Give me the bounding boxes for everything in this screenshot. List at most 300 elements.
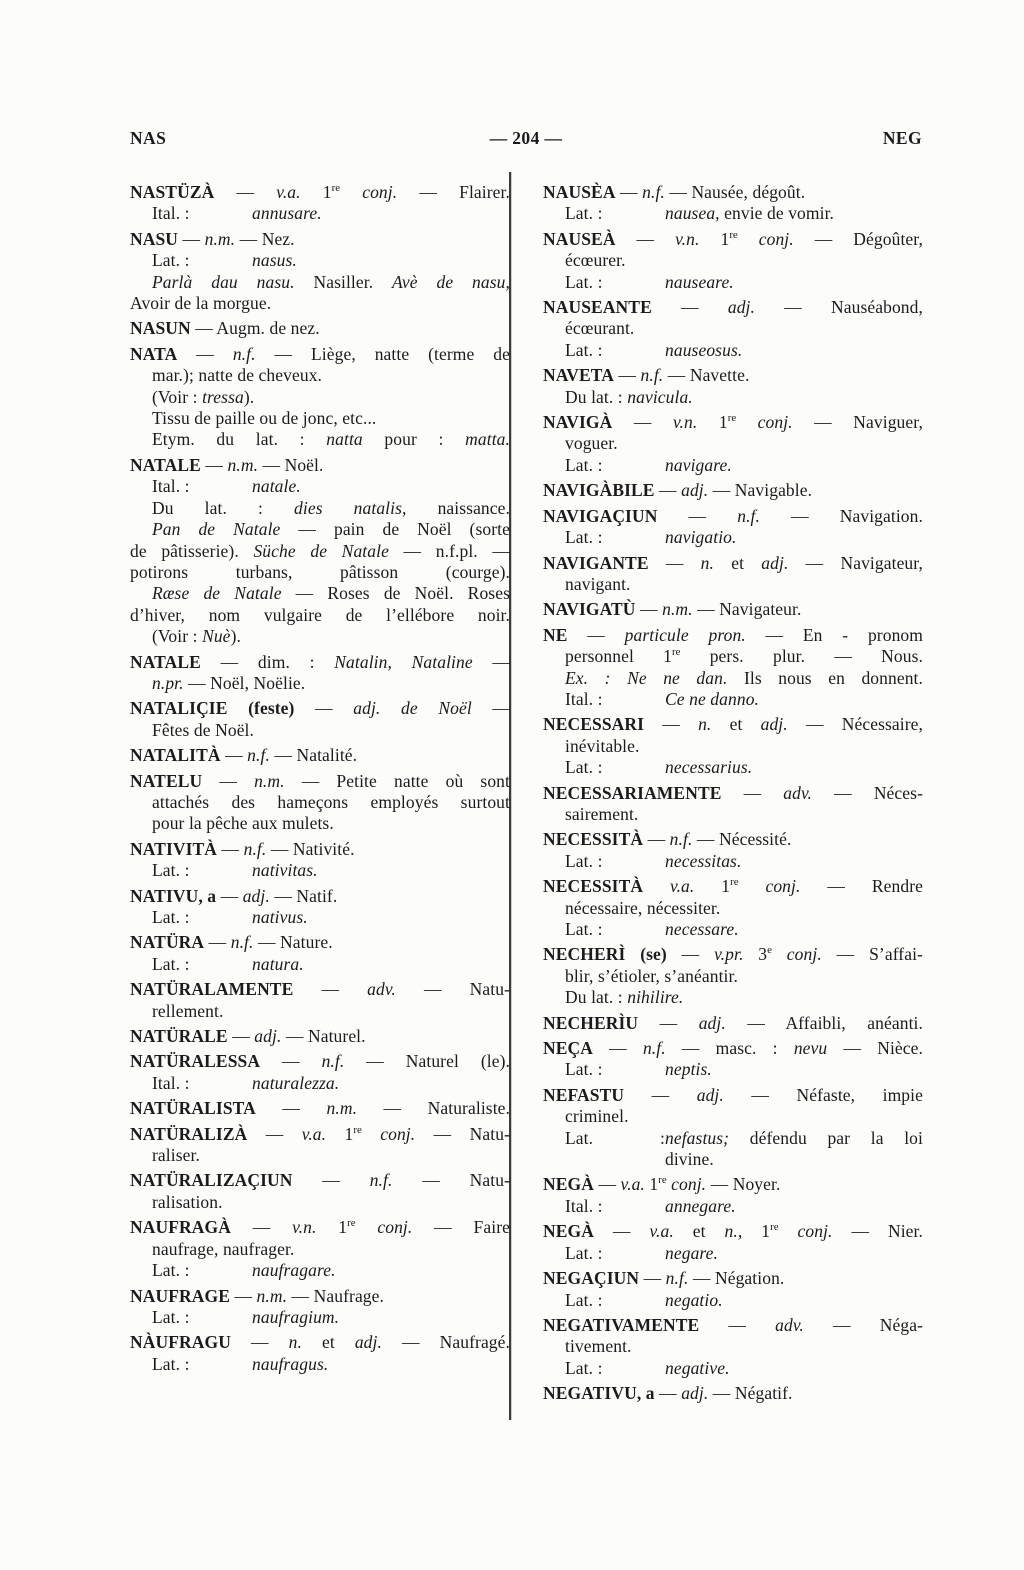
- text-run: — Noël, Noëlie.: [183, 672, 306, 693]
- language-label: Ital. :: [565, 1195, 603, 1216]
- text-run: —: [615, 182, 643, 202]
- text-run: divine.: [665, 1149, 714, 1170]
- text-run: —: [220, 745, 248, 766]
- text-run: — Nature.: [253, 932, 333, 953]
- text-run: 1: [742, 1221, 771, 1242]
- language-label: Lat. :: [152, 250, 190, 271]
- text-run: nativitas.: [252, 860, 318, 881]
- text-run: — Nier.: [832, 1221, 923, 1242]
- text-run: nativus.: [252, 907, 308, 927]
- text-run: Pan de Natale: [152, 519, 281, 540]
- headword: NATALITÀ: [130, 745, 221, 766]
- text-line: [130, 813, 510, 834]
- language-label: Lat. :: [152, 1306, 190, 1327]
- language-label: Ital. :: [152, 476, 190, 497]
- text-line: [130, 1145, 510, 1166]
- text-run: v.a.: [670, 876, 695, 897]
- text-run: —: [615, 228, 676, 249]
- entry-line: [543, 553, 923, 574]
- headword: NAUFRAGÀ: [130, 1217, 231, 1238]
- headword: NE: [543, 624, 568, 645]
- headword: NECESSARIAMENTE: [543, 782, 722, 803]
- text-run: Tissu de paille ou de jonc, etc...: [152, 408, 377, 429]
- text-run: raliser.: [152, 1145, 200, 1166]
- text-run: [779, 1221, 798, 1241]
- entry-line: [543, 1383, 923, 1404]
- text-run: adj.: [242, 885, 270, 906]
- text-run: [772, 944, 787, 964]
- text-run: conj.: [671, 1174, 707, 1195]
- text-line: [130, 519, 510, 540]
- text-run: navigare.: [665, 454, 732, 475]
- text-run: navigatio.: [665, 527, 737, 548]
- text-run: conj.: [786, 944, 822, 965]
- text-run: — Petite natte où sont: [284, 770, 510, 791]
- text-line: [130, 541, 510, 562]
- text-line: [130, 720, 510, 741]
- headword: NAUSEANTE: [543, 297, 652, 318]
- text-run: — Noyer.: [706, 1174, 781, 1195]
- text-run: Du lat. :: [565, 386, 628, 407]
- text-run: —: [247, 1123, 302, 1144]
- text-run: n.,: [724, 1221, 743, 1242]
- headword: NECESSITÀ: [543, 829, 644, 850]
- text-run: — Natu-: [395, 979, 510, 1000]
- text-run: tivement.: [565, 1336, 632, 1357]
- text-run: adj.: [681, 480, 709, 501]
- text-run: naturalezza.: [252, 1072, 340, 1093]
- entry-line: [130, 182, 510, 203]
- headword: NATÜRALISTA: [130, 1098, 256, 1119]
- text-run: Ils nous en donnent.: [727, 667, 923, 688]
- text-run: neptis.: [665, 1059, 712, 1080]
- text-run: Du lat. :: [152, 497, 295, 518]
- text-run: n.m.: [254, 770, 285, 791]
- entry-line: [130, 1026, 510, 1047]
- text-run: re: [331, 182, 341, 195]
- text-run: necessare.: [665, 919, 739, 939]
- headword: NEGAÇIUN: [543, 1268, 640, 1289]
- text-run: v.a.: [276, 182, 301, 202]
- text-line: [130, 792, 510, 813]
- text-run: —: [227, 1026, 255, 1047]
- headword: NEGATIVU, a: [543, 1383, 655, 1404]
- text-run: — n.f.pl. —: [388, 540, 510, 561]
- text-run: — Natu-: [415, 1123, 510, 1144]
- text-run: 3: [743, 944, 768, 965]
- text-line: [543, 455, 923, 476]
- entry-line: [130, 771, 510, 792]
- headword: NATELU: [130, 770, 203, 791]
- entry-line: [543, 506, 923, 527]
- text-run: — Naturel (le).: [344, 1051, 510, 1072]
- text-run: —: [651, 297, 728, 318]
- text-run: —: [639, 1268, 666, 1289]
- text-run: — Néga-: [803, 1314, 923, 1335]
- text-run: natta: [326, 429, 363, 450]
- text-run: [738, 229, 759, 249]
- text-line: [543, 1149, 923, 1170]
- text-run: — Roses de Noël. Roses: [281, 583, 510, 604]
- text-run: —: [230, 1217, 293, 1238]
- text-run: conj.: [380, 1123, 416, 1144]
- text-run: Süche de Natale: [253, 540, 389, 561]
- text-line: [543, 203, 923, 224]
- text-run: v.a.: [620, 1174, 645, 1195]
- text-run: attachés des hameçons employés surtout: [152, 791, 510, 812]
- text-line: [543, 318, 923, 339]
- text-run: Fêtes de Noël.: [152, 719, 254, 740]
- text-run: écœurant.: [565, 318, 635, 339]
- text-run: —: [624, 1084, 697, 1105]
- text-run: n.: [698, 714, 712, 735]
- text-run: necessarius.: [665, 757, 753, 778]
- entry-line: [543, 1268, 923, 1289]
- text-run: tressa: [202, 386, 244, 407]
- text-run: navicula.: [627, 386, 693, 407]
- text-run: n.m.: [256, 1285, 288, 1306]
- text-run: —: [293, 979, 368, 1000]
- text-run: n.f.: [642, 1038, 666, 1059]
- headword: NATÜRALIZAÇIUN: [130, 1170, 293, 1191]
- text-line: [543, 1196, 923, 1217]
- entry-line: [543, 714, 923, 735]
- text-run: ralisation.: [152, 1191, 223, 1212]
- text-run: navigant.: [565, 573, 631, 594]
- text-run: conj.: [377, 1217, 413, 1238]
- text-run: n.f.: [642, 182, 665, 202]
- text-line: [130, 860, 510, 881]
- entry-line: [543, 1013, 923, 1034]
- language-label: Lat. :: [152, 907, 190, 927]
- text-run: — Flairer.: [397, 182, 510, 202]
- text-run: — Affaibli, anéanti.: [725, 1012, 923, 1033]
- text-line: [543, 387, 923, 408]
- text-line: [543, 898, 923, 919]
- text-line: [130, 429, 510, 450]
- entry-line: [543, 297, 923, 318]
- text-line: [543, 646, 923, 667]
- text-line: [130, 387, 510, 408]
- entry-line: [130, 698, 510, 719]
- text-run: — masc. :: [665, 1038, 794, 1059]
- headword: NAVIGAÇIUN: [543, 505, 658, 526]
- text-run: —: [214, 182, 277, 202]
- language-label: Lat. :: [565, 527, 603, 548]
- text-run: —: [635, 599, 663, 620]
- text-line: [130, 626, 510, 647]
- text-run: Ce ne danno.: [665, 688, 760, 709]
- text-run: naissance.: [406, 497, 510, 518]
- headword: NAUFRAGE: [130, 1285, 230, 1306]
- text-run: — Naufrage.: [287, 1285, 384, 1306]
- entry-line: [130, 1217, 510, 1238]
- text-run: — Natif.: [269, 885, 338, 906]
- text-run: 1: [316, 1217, 348, 1238]
- language-label: Lat. :: [565, 850, 603, 871]
- text-run: Ræse de Natale: [152, 583, 282, 604]
- text-run: re: [727, 412, 737, 425]
- text-run: — Navigateur,: [788, 552, 923, 573]
- text-run: —: [654, 1383, 682, 1404]
- text-run: et: [301, 1332, 355, 1353]
- text-line: [130, 954, 510, 975]
- entry-line: [130, 1124, 510, 1145]
- text-run: 1: [694, 876, 731, 897]
- text-run: —: [292, 1170, 370, 1191]
- text-run: re: [658, 1174, 667, 1187]
- headword: NATÜRALESSA: [130, 1051, 261, 1072]
- entry-line: [130, 1286, 510, 1307]
- text-line: [130, 293, 510, 314]
- entry-line: [543, 365, 923, 386]
- text-run: — Navigable.: [708, 480, 813, 501]
- headword: NAVIGÀBILE: [543, 480, 655, 501]
- text-line: [543, 987, 923, 1008]
- text-line: [130, 673, 510, 694]
- entry-line: [130, 652, 510, 673]
- text-run: v.n.: [672, 412, 698, 433]
- headword: NATALIÇIE (feste): [130, 698, 295, 719]
- text-run: n.f.: [232, 343, 256, 364]
- text-run: — Nauséabond,: [755, 297, 923, 318]
- headword: NASTÜZÀ: [130, 182, 215, 202]
- text-run: n.m.: [227, 454, 259, 475]
- text-run: adv.: [783, 782, 813, 803]
- text-line: [543, 1358, 923, 1379]
- text-run: de pâtisserie).: [130, 540, 254, 561]
- text-run: negare.: [665, 1242, 719, 1263]
- text-line: [130, 1239, 510, 1260]
- text-run: 1: [644, 1174, 659, 1195]
- text-run: —: [644, 714, 699, 735]
- text-run: — dim. :: [200, 651, 335, 672]
- text-run: natura.: [252, 953, 304, 974]
- language-label: Lat. :: [565, 454, 603, 475]
- text-run: Etym. du lat. :: [152, 429, 327, 450]
- text-run: v.pr.: [714, 944, 744, 965]
- text-run: — Natu-: [392, 1170, 510, 1191]
- text-run: — Noël.: [258, 454, 324, 475]
- text-line: [130, 583, 510, 604]
- text-run: 1: [699, 228, 730, 249]
- text-run: nevu: [793, 1038, 828, 1059]
- language-label: Lat. :: [565, 1289, 603, 1310]
- text-run: (Voir :: [152, 626, 203, 647]
- text-run: —: [593, 1221, 650, 1242]
- text-run: — Nécessaire,: [787, 714, 923, 735]
- text-run: —: [217, 838, 244, 859]
- entry-line: [543, 625, 923, 646]
- entry-line: [543, 783, 923, 804]
- text-run: n.f.: [369, 1170, 393, 1191]
- text-run: — Rendre: [800, 876, 923, 897]
- text-run: n.: [700, 552, 714, 573]
- entry-line: [543, 480, 923, 501]
- text-run: naufrage, naufrager.: [152, 1238, 295, 1259]
- headword: NAVIGANTE: [543, 552, 649, 573]
- text-line: [543, 1106, 923, 1127]
- text-run: adv.: [367, 979, 396, 1000]
- text-run: criminel.: [565, 1106, 629, 1127]
- text-run: —: [255, 1098, 327, 1119]
- text-run: — Néfaste, impie: [723, 1084, 923, 1105]
- text-run: naufragare.: [252, 1260, 336, 1281]
- text-run: — Augm. de nez.: [190, 318, 320, 339]
- text-run: — S’affai-: [821, 944, 923, 965]
- text-run: n.f.: [321, 1051, 345, 1072]
- text-run: Parlà dau nasu.: [152, 271, 295, 292]
- headword: NAVETA: [543, 365, 614, 386]
- language-label: Lat. :: [565, 339, 603, 360]
- text-line: [543, 1128, 923, 1149]
- text-line: [543, 272, 923, 293]
- language-label: Lat. :: [565, 271, 603, 292]
- text-run: —: [200, 454, 228, 475]
- text-run: Avè de nasu,: [392, 271, 510, 292]
- text-line: [543, 1336, 923, 1357]
- text-run: — Nativité.: [266, 838, 355, 859]
- text-run: natale.: [252, 476, 301, 497]
- text-run: — Dégoûter,: [793, 228, 923, 249]
- text-line: [543, 804, 923, 825]
- text-line: [543, 919, 923, 940]
- text-run: — Nièce.: [827, 1038, 923, 1059]
- right-column: [543, 178, 923, 1405]
- text-run: —: [657, 505, 738, 526]
- left-column: [130, 178, 510, 1375]
- text-run: Avoir de la morgue.: [130, 293, 272, 314]
- text-line: [130, 203, 510, 224]
- text-line: [543, 1290, 923, 1311]
- text-run: re: [347, 1217, 356, 1230]
- text-run: Nasiller.: [294, 271, 393, 292]
- text-run: adj.: [727, 297, 755, 318]
- text-run: — Négation.: [688, 1268, 785, 1289]
- text-run: —: [260, 1051, 322, 1072]
- text-run: pers. plur. — Nous.: [680, 646, 923, 667]
- text-line: [543, 1243, 923, 1264]
- text-line: [130, 1260, 510, 1281]
- headword: NASU: [130, 228, 179, 249]
- text-run: negative.: [665, 1357, 730, 1378]
- text-run: 1: [300, 182, 332, 202]
- entry-line: [130, 1051, 510, 1072]
- entry-line: [543, 1315, 923, 1336]
- text-run: nihilire.: [627, 987, 684, 1008]
- text-line: [543, 668, 923, 689]
- headword: NECHERÌU: [543, 1012, 639, 1033]
- headword: NAUSEÀ: [543, 228, 616, 249]
- text-run: n.m.: [662, 599, 693, 620]
- text-run: ).: [243, 386, 255, 407]
- text-run: re: [672, 646, 681, 659]
- text-line: [543, 689, 923, 710]
- text-run: re: [770, 1221, 779, 1234]
- text-run: défendu par la loi: [729, 1127, 923, 1148]
- text-run: [362, 1124, 380, 1144]
- entry-line: [130, 1170, 510, 1191]
- text-run: —: [613, 365, 641, 386]
- entry-line: [130, 979, 510, 1000]
- text-run: conj.: [362, 182, 398, 202]
- text-run: personnel 1: [565, 646, 673, 667]
- text-run: conj.: [758, 228, 794, 249]
- text-run: —: [230, 1332, 289, 1353]
- text-run: nausea,: [665, 203, 720, 224]
- text-run: adj.: [254, 1026, 282, 1047]
- text-run: blir, s’étioler, s’anéantir.: [565, 965, 738, 986]
- text-line: [543, 736, 923, 757]
- text-run: — Faire: [412, 1217, 510, 1238]
- language-label: Lat. :: [565, 919, 603, 939]
- text-run: n.m.: [204, 228, 236, 249]
- text-line: [130, 365, 510, 386]
- text-line: [130, 562, 510, 583]
- headword: NASUN: [130, 318, 191, 339]
- language-label: Lat. :: [565, 1242, 603, 1263]
- text-run: (Voir :: [152, 386, 203, 407]
- entry-line: [543, 599, 923, 620]
- text-run: — En - pronom: [745, 624, 923, 645]
- headword: NATÜRALAMENTE: [130, 979, 294, 1000]
- text-run: re: [729, 228, 738, 241]
- page-number: — 204 —: [489, 128, 563, 148]
- text-run: mar.); natte de cheveux.: [152, 365, 323, 386]
- language-label: Lat. :: [565, 1059, 603, 1080]
- language-label: Lat. :: [152, 860, 190, 881]
- text-run: n.f.: [669, 829, 693, 850]
- language-label: Lat. :: [565, 1357, 603, 1378]
- text-run: —: [593, 1174, 621, 1195]
- headword: NATÜRALE: [130, 1026, 228, 1047]
- text-run: — Naturel.: [281, 1026, 366, 1047]
- entry-line: [130, 318, 510, 339]
- text-run: —: [216, 885, 243, 906]
- text-run: adj. de Noël: [353, 698, 472, 719]
- text-run: dies natalis,: [294, 497, 407, 518]
- text-run: — Natalité.: [269, 745, 358, 766]
- text-run: pour la pêche aux mulets.: [152, 813, 334, 834]
- entry-line: [130, 932, 510, 953]
- entry-line: [543, 229, 923, 250]
- headword: NECHERÌ (se): [543, 944, 667, 965]
- text-run: adj.: [696, 1084, 724, 1105]
- text-run: [356, 1217, 378, 1237]
- entry-line: [543, 1038, 923, 1059]
- text-line: [130, 1073, 510, 1094]
- text-run: nauseosus.: [665, 339, 743, 360]
- entry-line: [543, 876, 923, 897]
- text-run: voguer.: [565, 433, 618, 454]
- text-run: conj.: [765, 876, 801, 897]
- text-line: [543, 250, 923, 271]
- text-run: —: [593, 1038, 643, 1059]
- text-run: —: [472, 651, 511, 672]
- text-run: — pain de Noël (sorte: [280, 519, 510, 540]
- text-run: —: [638, 1012, 699, 1033]
- text-run: — Négatif.: [708, 1383, 793, 1404]
- headword: NATALE: [130, 454, 201, 475]
- text-run: —: [204, 932, 231, 953]
- headword: NEFASTU: [543, 1084, 625, 1105]
- text-run: n.f.: [247, 745, 270, 766]
- text-run: 1: [326, 1123, 354, 1144]
- text-run: n.f.: [665, 1268, 689, 1289]
- text-run: [643, 876, 670, 896]
- text-line: [543, 527, 923, 548]
- running-head-left: NAS: [130, 128, 167, 148]
